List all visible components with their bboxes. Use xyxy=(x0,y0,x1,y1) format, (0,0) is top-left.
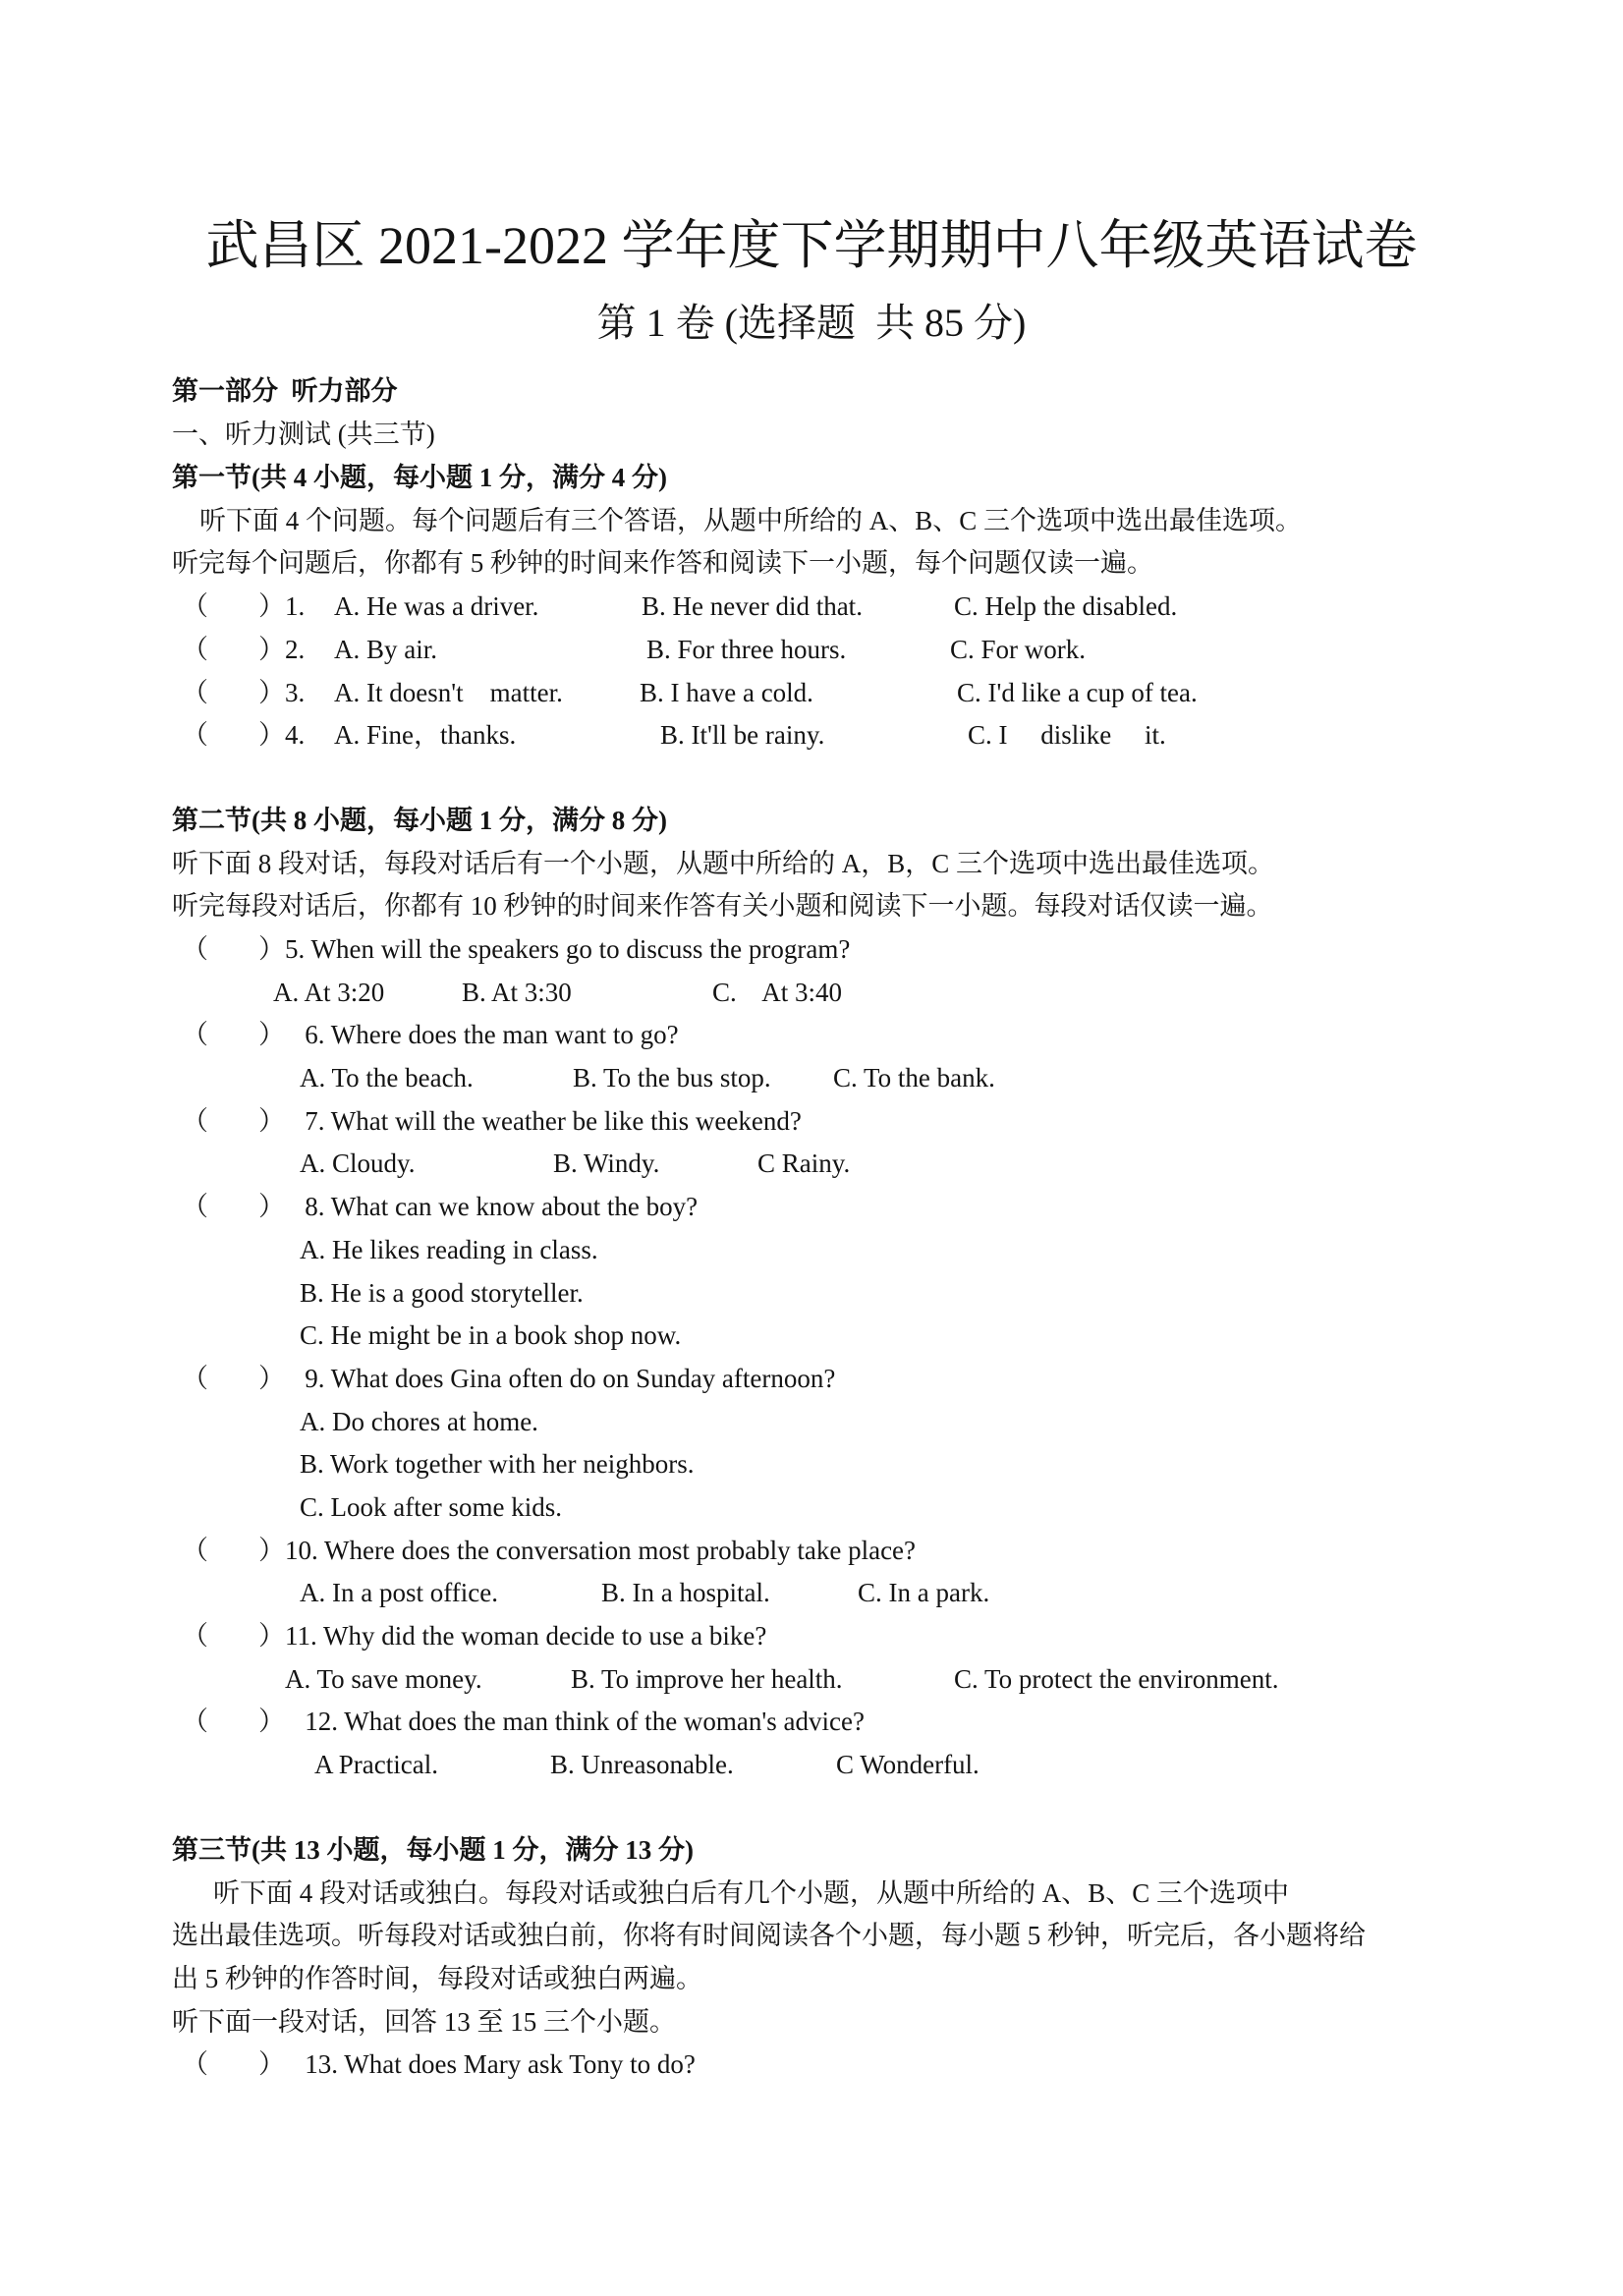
answer-blank[interactable]: （ xyxy=(182,1621,208,1651)
instruction-text: 听下面 4 段对话或独白。每段对话或独白后有几个小题，从题中所给的 A、B、C 三个选项中 xyxy=(213,1878,1290,1908)
answer-blank[interactable]: （ xyxy=(182,1707,208,1736)
answer-blank[interactable]: （ xyxy=(182,720,208,750)
option-a: A Practical. xyxy=(314,1750,438,1779)
option-c: C. To protect the environment. xyxy=(954,1664,1279,1694)
instruction-text: 听完每段对话后，你都有 10 秒钟的时间来作答有关小题和阅读下一小题。每段对话仅读一遍。 xyxy=(172,891,1273,921)
option-a: A. At 3:20 xyxy=(273,978,385,1007)
question-stem: ）5. When will the speakers go to discuss the program? xyxy=(258,934,851,964)
instruction-text: 听下面 8 段对话，每段对话后有一个小题，从题中所给的 A，B，C 三个选项中选出最佳选项。 xyxy=(172,849,1275,878)
question-number: ）2. xyxy=(258,635,306,664)
option-a: A. It doesn't matter. xyxy=(334,678,563,707)
option-a: A. Fine，thanks. xyxy=(334,720,517,750)
answer-blank[interactable]: （ xyxy=(182,1106,208,1136)
instruction-text: 出 5 秒钟的作答时间，每段对话或独白两遍。 xyxy=(172,1964,702,1993)
option-b: B. To improve her health. xyxy=(571,1664,843,1694)
option-c: C. Help the disabled. xyxy=(954,591,1178,621)
option-b: B. Work together with her neighbors. xyxy=(300,1449,695,1479)
listening-prompt: 听下面一段对话，回答 13 至 15 三个小题。 xyxy=(172,2007,676,2037)
question-stem: ） 7. What will the weather be like this weekend? xyxy=(258,1106,802,1136)
option-c: C. To the bank. xyxy=(833,1063,995,1092)
option-c: C Rainy. xyxy=(757,1148,851,1178)
option-b: B. He is a good storyteller. xyxy=(300,1278,584,1308)
question-number: ）3. xyxy=(258,678,306,707)
option-b: B. In a hospital. xyxy=(601,1578,770,1607)
option-b: B. It'll be rainy. xyxy=(660,720,825,750)
option-c: C. I'd like a cup of tea. xyxy=(957,678,1198,707)
question-stem: ）11. Why did the woman decide to use a bike? xyxy=(258,1621,767,1651)
option-a: A. He likes reading in class. xyxy=(300,1235,598,1264)
option-b: B. To the bus stop. xyxy=(573,1063,771,1092)
option-c: C. In a park. xyxy=(858,1578,990,1607)
option-c: C Wonderful. xyxy=(836,1750,979,1779)
instruction-text: 选出最佳选项。听每段对话或独白前，你将有时间阅读各个小题，每小题 5 秒钟，听完后，各小题将给 xyxy=(172,1921,1366,1950)
question-number: ）4. xyxy=(258,720,306,750)
option-c: C. I dislike it. xyxy=(968,720,1166,750)
option-b: B. He never did that. xyxy=(642,591,863,621)
question-stem: ） 8. What can we know about the boy? xyxy=(258,1192,699,1221)
part-intro: 一、听力测试 (共三节) xyxy=(172,420,435,449)
option-a: A. To save money. xyxy=(285,1664,482,1694)
instruction-text: 听完每个问题后，你都有 5 秒钟的时间来作答和阅读下一小题，每个问题仅读一遍。 xyxy=(172,548,1153,578)
instruction-text: 听下面 4 个问题。每个问题后有三个答语，从题中所给的 A、B、C 三个选项中选出最佳选项。 xyxy=(199,506,1303,535)
option-c: C. At 3:40 xyxy=(712,978,843,1007)
option-b: B. Unreasonable. xyxy=(550,1750,734,1779)
answer-blank[interactable]: （ xyxy=(182,2049,208,2079)
answer-blank[interactable]: （ xyxy=(182,1364,208,1393)
section-heading: 第三节(共 13 小题，每小题 1 分，满分 13 分) xyxy=(172,1835,694,1865)
option-a: A. Do chores at home. xyxy=(300,1407,538,1436)
option-c: C. Look after some kids. xyxy=(300,1492,562,1522)
option-a: A. He was a driver. xyxy=(334,591,539,621)
answer-blank[interactable]: （ xyxy=(182,1192,208,1221)
question-number: ）1. xyxy=(258,591,306,621)
option-b: B. At 3:30 xyxy=(462,978,572,1007)
answer-blank[interactable]: （ xyxy=(182,934,208,964)
answer-blank[interactable]: （ xyxy=(182,678,208,707)
question-stem: ）10. Where does the conversation most probably take place? xyxy=(258,1536,917,1565)
option-a: A. Cloudy. xyxy=(300,1148,416,1178)
answer-blank[interactable]: （ xyxy=(182,1020,208,1049)
section-heading: 第一节(共 4 小题，每小题 1 分，满分 4 分) xyxy=(172,463,667,492)
section-heading: 第二节(共 8 小题，每小题 1 分，满分 8 分) xyxy=(172,806,667,835)
answer-blank[interactable]: （ xyxy=(182,635,208,664)
answer-blank[interactable]: （ xyxy=(182,1536,208,1565)
option-a: A. To the beach. xyxy=(300,1063,474,1092)
question-stem: ） 9. What does Gina often do on Sunday afternoon? xyxy=(258,1364,836,1393)
question-stem: ） 6. Where does the man want to go? xyxy=(258,1020,679,1049)
question-stem: ） 12. What does the man think of the woman's advice? xyxy=(258,1707,865,1736)
option-a: A. By air. xyxy=(334,635,437,664)
option-b: B. For three hours. xyxy=(646,635,847,664)
question-stem: ） 13. What does Mary ask Tony to do? xyxy=(258,2049,696,2079)
option-b: B. Windy. xyxy=(553,1148,660,1178)
option-c: C. For work. xyxy=(950,635,1087,664)
option-b: B. I have a cold. xyxy=(640,678,813,707)
exam-subtitle: 第 1 卷 (选择题 共 85 分) xyxy=(596,301,1027,345)
option-a: A. In a post office. xyxy=(300,1578,498,1607)
answer-blank[interactable]: （ xyxy=(182,591,208,621)
option-c: C. He might be in a book shop now. xyxy=(300,1320,682,1350)
part-heading: 第一部分 听力部分 xyxy=(172,376,398,406)
exam-title: 武昌区 2021-2022 学年度下学期期中八年级英语试卷 xyxy=(205,216,1418,275)
